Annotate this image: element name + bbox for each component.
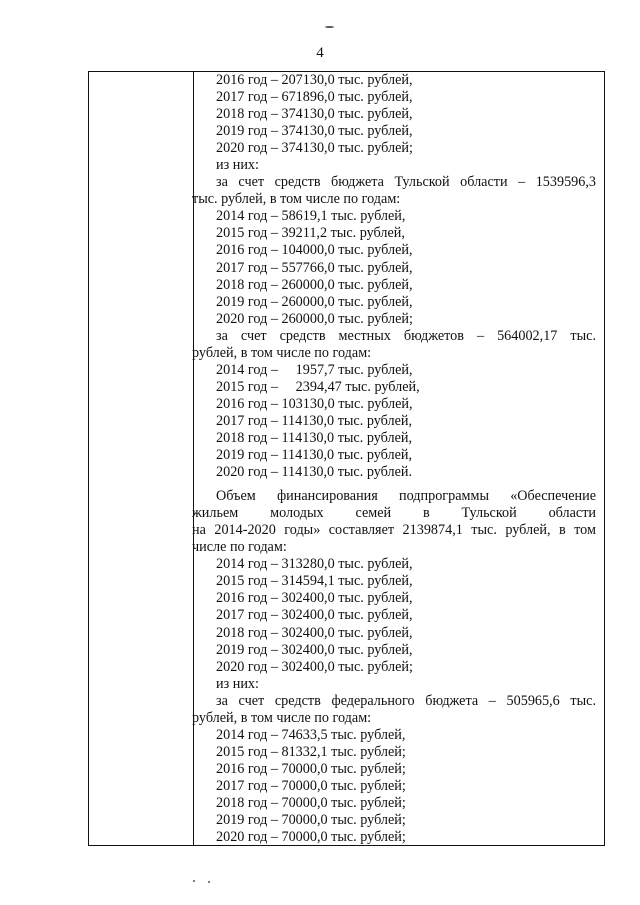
subprogram-line: на 2014-2020 годы» составляет 2139874,1 тыс. рублей, в том <box>192 522 596 539</box>
text-line: 2020 год – 374130,0 тыс. рублей; <box>216 140 413 157</box>
page-number: 4 <box>316 45 324 61</box>
funding-years-block <box>216 72 596 174</box>
year-line: 2015 год – 2394,47 тыс. рублей, <box>216 378 420 395</box>
year-line: 2018 год – 260000,0 тыс. рублей, <box>216 276 413 293</box>
year-line: 2019 год – 114130,0 тыс. рублей, <box>216 447 413 464</box>
subprogram-line: Объем финансирования подпрограммы «Обеспечение <box>216 488 596 505</box>
scan-speck <box>208 881 210 883</box>
document-table <box>88 71 605 846</box>
year-line: 2020 год – 70000,0 тыс. рублей; <box>216 829 406 846</box>
year-line: 2014 год – 58619,1 тыс. рублей, <box>216 208 406 225</box>
federal-budget-block <box>192 692 596 846</box>
year-line: 2020 год – 302400,0 тыс. рублей; <box>216 658 413 675</box>
regional-budget-block <box>192 174 596 327</box>
year-line: 2016 год – 302400,0 тыс. рублей, <box>216 590 413 607</box>
year-line: 2014 год – 313280,0 тыс. рублей, <box>216 556 413 573</box>
subprogram-block <box>192 488 596 693</box>
year-line: 2015 год – 81332,1 тыс. рублей; <box>216 743 406 760</box>
text-line: 2017 год – 671896,0 тыс. рублей, <box>216 89 413 106</box>
year-line: 2018 год – 114130,0 тыс. рублей, <box>216 429 413 446</box>
year-line: 2016 год – 103130,0 тыс. рублей, <box>216 395 413 412</box>
regional-intro-line: за счет средств бюджета Тульской области – 1539596,3 <box>216 174 596 191</box>
federal-intro-line: за счет средств федерального бюджета – 505965,6 тыс. <box>216 692 596 709</box>
federal-intro-continuation: рублей, в том числе по годам: <box>192 709 372 726</box>
text-line: из них: <box>216 675 259 692</box>
table-text-column <box>192 72 596 846</box>
year-line: 2019 год – 302400,0 тыс. рублей, <box>216 641 413 658</box>
text-line: 2018 год – 374130,0 тыс. рублей, <box>216 106 413 123</box>
year-line: 2017 год – 70000,0 тыс. рублей; <box>216 777 406 794</box>
subprogram-line: жильем молодых семей в Тульской области <box>192 505 596 522</box>
year-line: 2020 год – 260000,0 тыс. рублей; <box>216 310 413 327</box>
text-line: из них: <box>216 157 259 174</box>
year-line: 2019 год – 70000,0 тыс. рублей; <box>216 812 406 829</box>
year-line: 2016 год – 104000,0 тыс. рублей, <box>216 242 413 259</box>
text-line: 2019 год – 374130,0 тыс. рублей, <box>216 123 413 140</box>
year-line: 2015 год – 314594,1 тыс. рублей, <box>216 573 413 590</box>
year-line: 2014 год – 74633,5 тыс. рублей, <box>216 726 406 743</box>
local-intro-continuation: рублей, в том числе по годам: <box>192 344 372 361</box>
column-divider <box>193 72 194 845</box>
year-line: 2014 год – 1957,7 тыс. рублей, <box>216 361 413 378</box>
scan-speck <box>193 880 195 882</box>
text-line: 2016 год – 207130,0 тыс. рублей, <box>216 72 413 88</box>
year-line: 2019 год – 260000,0 тыс. рублей, <box>216 293 413 310</box>
year-line: 2017 год – 557766,0 тыс. рублей, <box>216 259 413 276</box>
scan-speck <box>325 26 334 28</box>
year-line: 2020 год – 114130,0 тыс. рублей. <box>216 464 413 481</box>
paragraph-gap <box>216 481 596 488</box>
regional-intro-continuation: тыс. рублей, в том числе по годам: <box>192 191 401 208</box>
year-line: 2017 год – 302400,0 тыс. рублей, <box>216 607 413 624</box>
local-intro-line: за счет средств местных бюджетов – 564002,17 тыс. <box>216 327 596 344</box>
subprogram-line: числе по годам: <box>192 539 287 556</box>
year-line: 2018 год – 302400,0 тыс. рублей, <box>216 624 413 641</box>
year-line: 2016 год – 70000,0 тыс. рублей; <box>216 760 406 777</box>
year-line: 2015 год – 39211,2 тыс. рублей, <box>216 225 405 242</box>
year-line: 2018 год – 70000,0 тыс. рублей; <box>216 794 406 811</box>
local-budget-block <box>192 327 596 481</box>
year-line: 2017 год – 114130,0 тыс. рублей, <box>216 412 413 429</box>
